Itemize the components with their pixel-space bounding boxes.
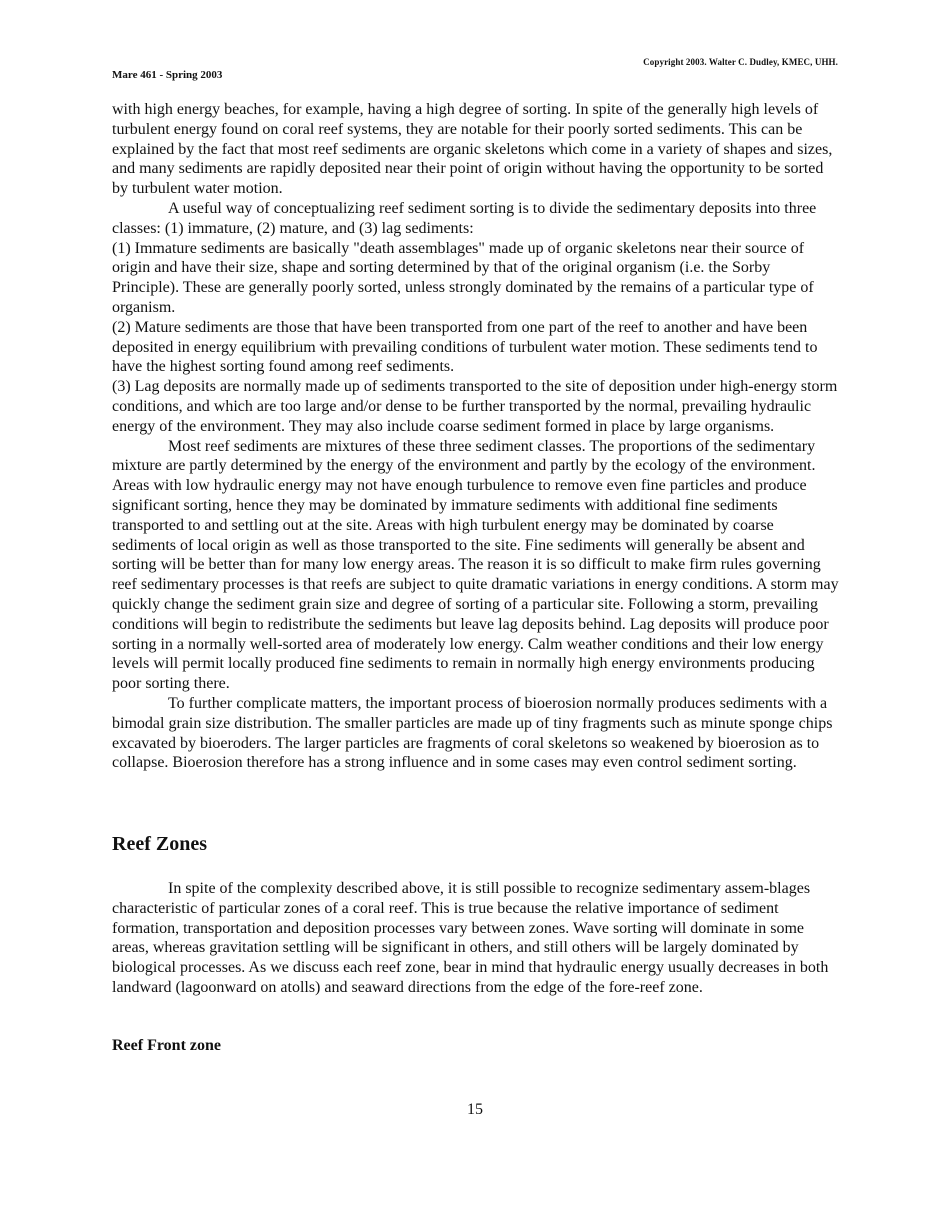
body-text: [112, 100, 840, 773]
section-heading-reef-zones: Reef Zones: [112, 833, 207, 855]
paragraph-bioerosion: To further complicate matters, the important process of bioerosion normally produces sediments with a bimodal grain size distribution. The smaller particles are made up of tiny fragments such as minute sponge chips excavated by bioeroders. The larger particles are fragments of coral skeletons so weakened by bioerosion as to collapse. Bioerosion therefore has a strong influence and in some cases may even control sediment sorting.: [112, 694, 833, 772]
page-number: 15: [467, 1101, 483, 1118]
paragraph-reef-zones: In spite of the complexity described above, it is still possible to recognize sedimentary assem-blages characteristic of particular zones of a coral reef. This is true because the relative importance of sediment formation, transportation and deposition processes vary between zones. Wave sorting will dominate in some areas, whereas gravitation settling will be significant in others, and still others will be largely dominated by biological processes. As we discuss each reef zone, bear in mind that hydraulic energy usually decreases in both landward (lagoonward on atolls) and seaward directions from the edge of the fore-reef zone.: [112, 880, 829, 996]
paragraph-lag-deposits: (3) Lag deposits are normally made up of sediments transported to the site of deposition under high-energy storm conditions, and which are too large and/or dense to be further transported by the normal, prevailing hydraulic energy of the environment. They may also include coarse sediment formed in place by large organisms.: [112, 378, 838, 435]
subheading-reef-front-zone: Reef Front zone: [112, 1037, 221, 1054]
paragraph-sediment-classes: A useful way of conceptualizing reef sediment sorting is to divide the sedimentary deposits into three classes: (1) immature, (2) mature, and (3) lag sediments:: [112, 199, 817, 237]
paragraph-immature-sediments: (1) Immature sediments are basically "death assemblages" made up of organic skeletons near their source of origin and have their size, shape and sorting determined by that of the original organism (i.e. the Sorby Principle). These are generally poorly sorted, unless strongly dominated by the remains of a particular type of organism.: [112, 239, 814, 316]
course-header: Mare 461 - Spring 2003: [112, 69, 223, 81]
paragraph-mature-sediments: (2) Mature sediments are those that have been transported from one part of the reef to another and have been deposited in energy equilibrium with prevailing conditions of turbulent water motion. These sediments tend to have the highest sorting found among reef sediments.: [112, 318, 818, 376]
paragraph-sorting-intro: with high energy beaches, for example, having a high degree of sorting. In spite of the generally high levels of turbulent energy found on coral reef systems, they are notable for their poorly sorted sediments. This can be explained by the fact that most reef sediments are organic skeletons which come in a variety of shapes and sizes, and many sediments are rapidly deposited near their point of origin without having the opportunity to be sorted by turbulent water motion.: [112, 101, 833, 198]
paragraph-sediment-mixtures: Most reef sediments are mixtures of these three sediment classes. The proportions of the sedimentary mixture are partly determined by the energy of the environment and partly by the ecology of the environment. Areas with low hydraulic energy may not have enough turbulence to remove even fine particles and produce significant sorting, hence they may be dominated by immature sediments with additional fine sediments transported to and settling out at the site. Areas with high turbulent energy may be dominated by coarse sediments of local origin as well as those transported to the site. Fine sediments will generally be absent and sorting will be better than for many low energy areas. The reason it is so difficult to make firm rules governing reef sedimentary processes is that reefs are subject to quite dramatic variations in energy conditions. A storm may quickly change the sediment grain size and degree of sorting of a particular site. Following a storm, prevailing conditions will begin to redistribute the sediments but leave lag deposits behind. Lag deposits will produce poor sorting in a normally well-sorted area of moderately low energy. Calm weather conditions and their low energy levels will permit locally produced fine sediments to remain in normally high energy environments producing poor sorting there.: [112, 437, 839, 693]
copyright-notice: Copyright 2003. Walter C. Dudley, KMEC, UHH.: [643, 57, 838, 67]
